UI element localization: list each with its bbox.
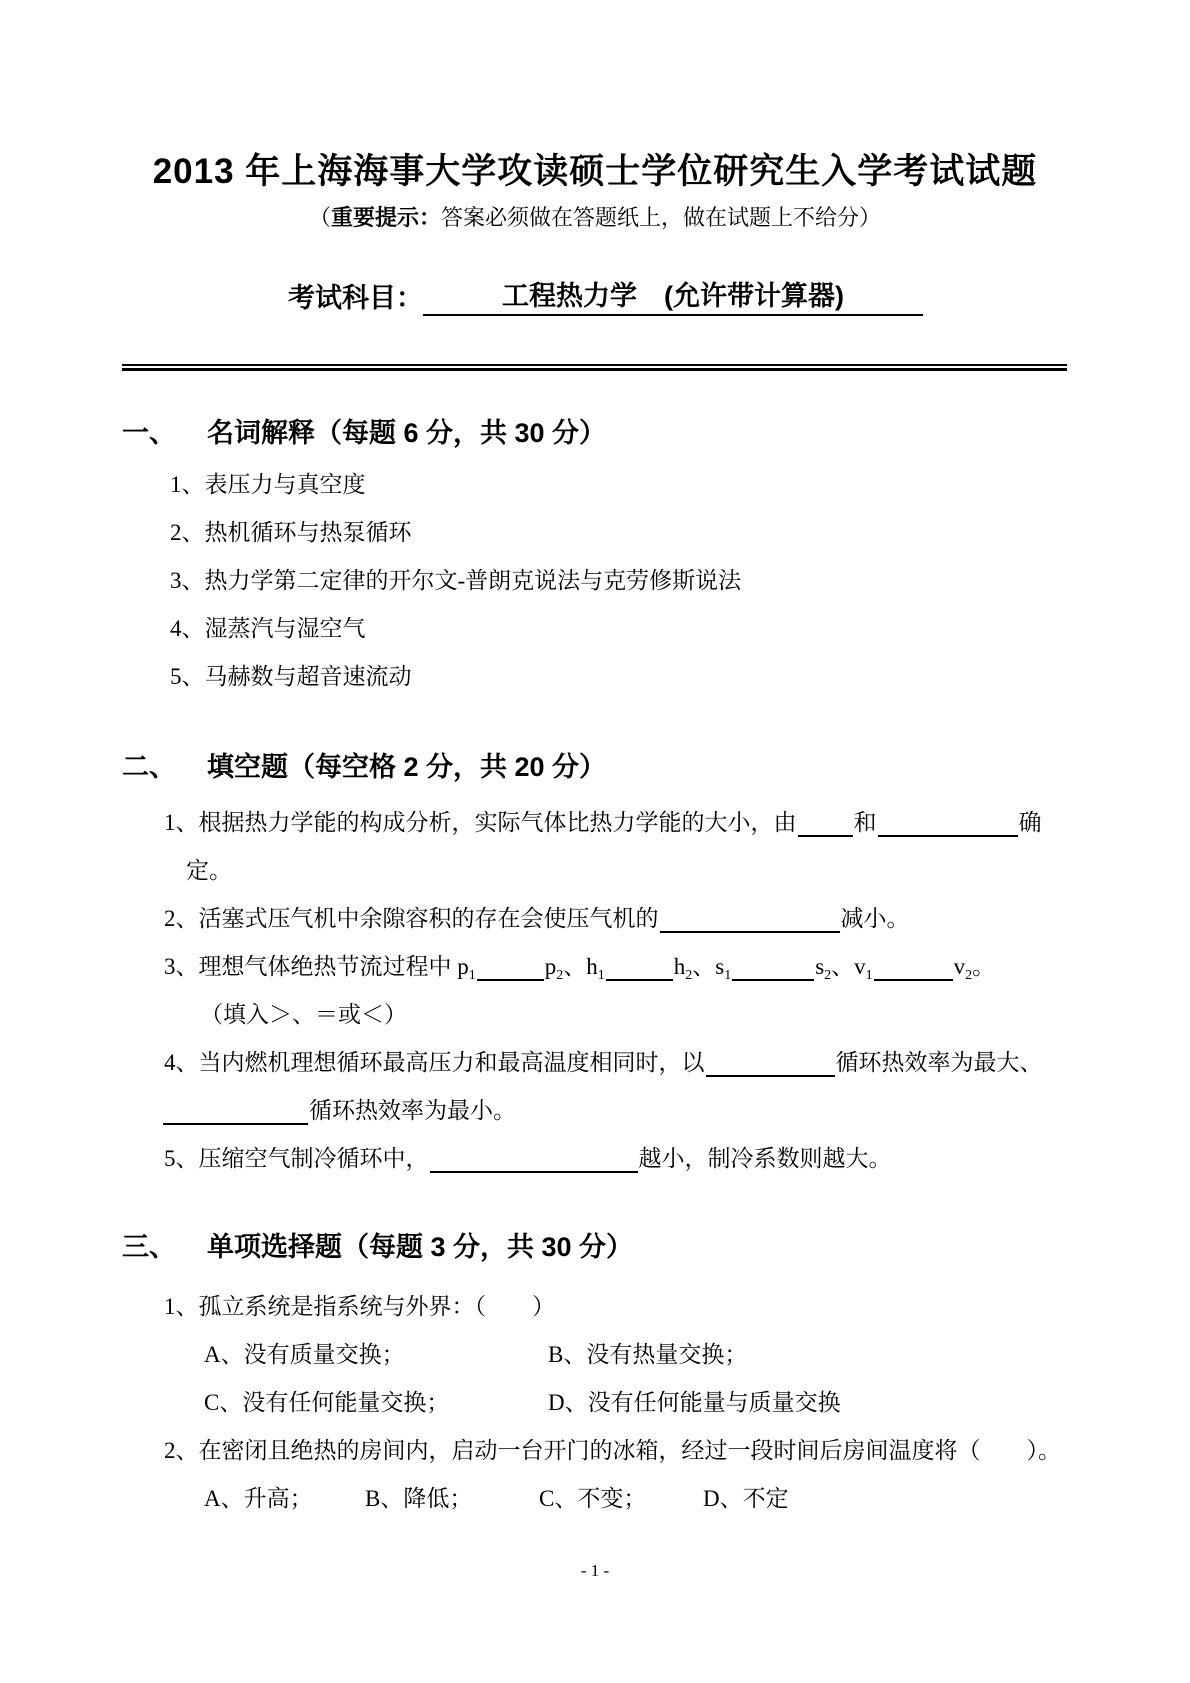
term-item: 4、湿蒸汽与湿空气 [170,616,366,641]
blank-underline [706,1061,835,1077]
text-run: 定。 [186,858,232,883]
option-d: D、没有任何能量与质量交换 [548,1390,841,1415]
section-3-title: 单项选择题（每题 3 分，共 30 分） [207,1232,634,1262]
section-1-title: 名词解释（每题 6 分，共 30 分） [207,418,607,448]
symbol-with-subscript: $v_2$ [953,954,973,983]
term-item: 2、热机循环与热泵循环 [170,520,412,545]
section-3-number: 三、 [122,1232,176,1262]
text-run: 5、压缩空气制冷循环中， [164,1146,429,1171]
subject-row [288,278,1190,316]
option-row [204,1331,1190,1379]
option-row [204,1475,1190,1523]
text-run: 、 [692,954,716,979]
section-1-heading [122,413,1190,453]
subject-label: 考试科目： [288,283,423,313]
text-run: （填入＞、＝或＜） [200,1002,407,1027]
exam-title: 2013 年上海海事大学攻读硕士学位研究生入学考试试题 [152,152,1038,191]
page-number: - 1 - [580,1561,610,1580]
text-run: 、 [831,954,855,979]
text-run: 循环热效率为最小。 [309,1098,516,1123]
fill-blank-line [164,1135,1190,1183]
text-run: 1、根据热力学能的构成分析，实际气体比热力学能的大小，由 [164,810,797,835]
option-b: B、没有热量交换； [548,1342,748,1367]
section-2-number: 二、 [122,752,176,782]
blank-underline [477,965,544,981]
fill-blank-line [164,943,1190,991]
symbol-with-subscript: $p_1$ [457,954,476,983]
text-run: 减小。 [840,906,910,931]
text-run: 4、当内燃机理想循环最高压力和最高温度相同时，以 [164,1050,705,1075]
blank-underline [660,917,840,933]
option-row [204,1379,1190,1427]
fill-blank-line [186,847,1190,895]
option-d: D、不定 [703,1486,789,1511]
symbol-with-subscript: $h_1$ [586,954,605,983]
section-2-items [0,799,1190,1183]
subject-value-underlined: 工程热力学 (允许带计算器) [423,278,923,316]
text-run: 。 [972,954,996,979]
symbol-with-subscript: $s_1$ [715,954,732,983]
blank-underline [878,821,1018,837]
section-3-items [0,1283,1190,1523]
text-run: 2、活塞式压气机中余隙容积的存在会使压气机的 [164,906,659,931]
text-run: 越小，制冷系数则越大。 [638,1146,892,1171]
term-item: 3、热力学第二定律的开尔文-普朗克说法与克劳修斯说法 [170,568,742,593]
fill-blank-line [164,895,1190,943]
text-run: 、 [563,954,587,979]
blank-underline [874,965,953,981]
option-b: B、降低； [365,1486,473,1511]
term-item: 1、表压力与真空度 [170,472,366,497]
question-stem: 1、孤立系统是指系统与外界：（ ） [164,1294,555,1319]
symbol-with-subscript: $s_2$ [815,954,832,983]
text-run: 循环热效率为最大、 [835,1050,1043,1075]
text-run: 确 [1018,810,1042,835]
section-1-number: 一、 [122,418,176,448]
text-run: 和 [853,810,877,835]
section-2-heading [122,747,1190,787]
text-run: 3、理想气体绝热节流过程中 [164,954,458,979]
blank-underline [163,1109,308,1125]
option-a: A、没有质量交换； [204,1342,405,1367]
term-item: 5、马赫数与超音速流动 [170,664,412,689]
blank-underline [798,821,853,837]
blank-underline [606,965,673,981]
fill-blank-line [200,991,1190,1039]
option-c: C、没有任何能量交换； [204,1390,450,1415]
section-3-heading [122,1227,1190,1267]
header-divider-rule [122,364,1067,371]
option-c: C、不变； [539,1486,647,1511]
blank-underline [430,1157,638,1173]
notice-text: 答案必须做在答题纸上，做在试题上不给分） [441,205,882,230]
exam-notice [0,204,1190,232]
symbol-with-subscript: $p_2$ [544,954,564,983]
question-stem: 2、在密闭且绝热的房间内，启动一台开门的冰箱，经过一段时间后房间温度将（ ）。 [164,1438,1061,1463]
fill-blank-line [164,799,1190,847]
notice-prefix: （ [308,205,331,230]
blank-underline [732,965,814,981]
section-2-title: 填空题（每空格 2 分，共 20 分） [207,752,607,782]
symbol-with-subscript: $h_2$ [673,954,693,983]
section-1-items [0,461,1190,701]
fill-blank-line [162,1087,1190,1135]
option-a: A、升高； [204,1486,313,1511]
symbol-with-subscript: $v_1$ [854,954,873,983]
notice-bold-label: 重要提示： [330,205,441,230]
fill-blank-line [164,1039,1190,1087]
